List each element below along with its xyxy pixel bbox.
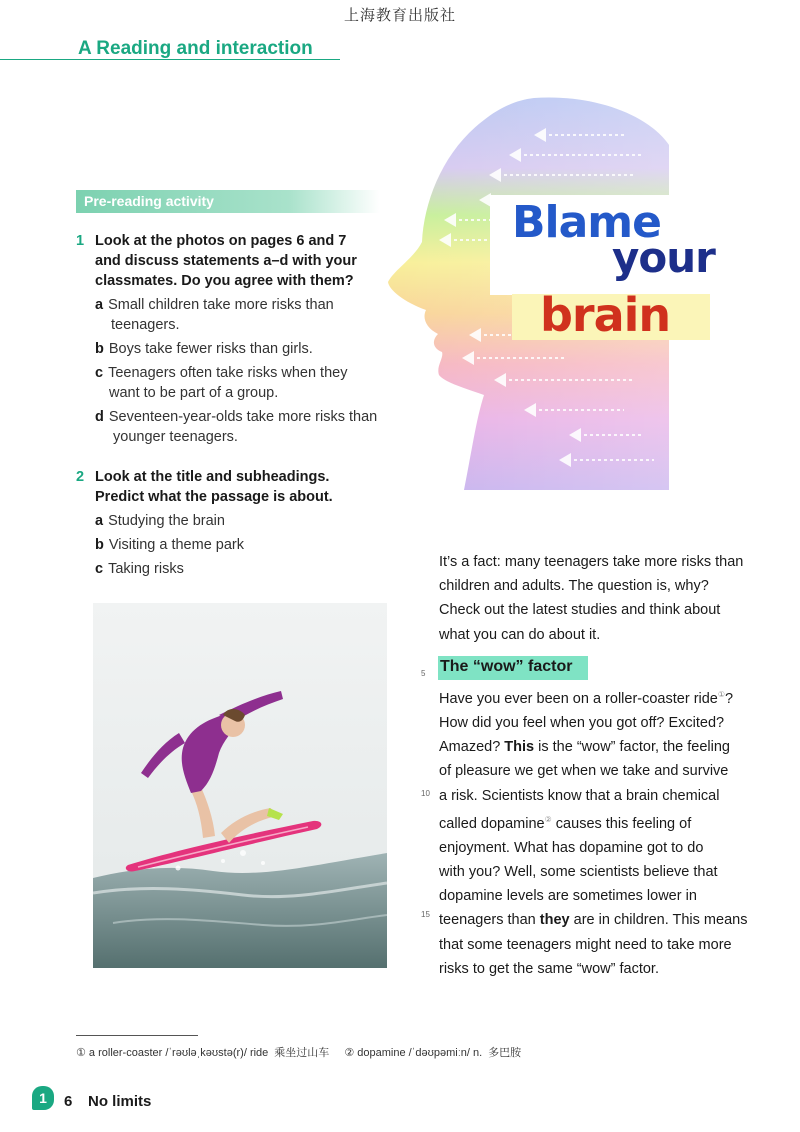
article-line: that some teenagers might need to take more xyxy=(439,936,732,953)
footnote-1-translation: 乘坐过山车 xyxy=(274,1046,330,1059)
article-line: How did you feel when you got off? Excited? xyxy=(439,715,725,732)
article-line: teenagers than they are in children. This means xyxy=(439,912,748,929)
pre-reading-heading xyxy=(76,190,380,213)
option-letter: c xyxy=(95,561,104,577)
footnote-marker: ① xyxy=(717,690,726,699)
option-2a xyxy=(95,511,225,531)
footnote-2-translation: 多巴胺 xyxy=(488,1046,522,1059)
option-letter: a xyxy=(95,297,104,313)
question-1-number: 1 xyxy=(76,233,85,249)
article-line: what you can do about it. xyxy=(439,626,601,643)
option-text: Taking risks xyxy=(108,561,184,577)
option-text: Seventeen-year-olds take more risks than xyxy=(108,409,378,425)
line-number: 5 xyxy=(421,669,426,678)
article-body xyxy=(439,683,769,981)
question-2-text xyxy=(95,467,333,507)
pre-reading-label: Pre-reading activity xyxy=(84,193,214,209)
subheading-wow-factor xyxy=(438,656,588,680)
article-line: of pleasure we get when we take and survive xyxy=(439,763,729,780)
option-2b xyxy=(95,535,244,555)
subheading-text: The “wow” factor xyxy=(440,658,573,675)
question-2-line: Predict what the passage is about. xyxy=(95,489,333,505)
option-1c xyxy=(95,363,347,403)
line-number: 15 xyxy=(421,910,430,919)
unit-badge: 1 xyxy=(32,1086,54,1110)
option-1d xyxy=(95,407,377,447)
footnote-divider xyxy=(76,1035,198,1036)
option-text: younger teenagers. xyxy=(113,429,238,445)
question-1-line: and discuss statements a–d with your xyxy=(95,253,357,269)
footnote-1: ① a roller-coaster /ˈrəʊləˌkəʊstə(r)/ ride xyxy=(76,1047,269,1059)
article-line: It’s a fact: many teenagers take more risks than xyxy=(439,554,744,570)
question-2-number: 2 xyxy=(76,469,85,485)
option-text: Teenagers often take risks when they xyxy=(108,365,348,381)
publisher-name: 上海教育出版社 xyxy=(343,6,456,24)
section-divider xyxy=(0,59,340,60)
question-1-line: classmates. Do you agree with them? xyxy=(95,273,354,289)
article-line: Check out the latest studies and think about xyxy=(439,602,721,619)
option-text: teenagers. xyxy=(111,317,180,333)
article-line: dopamine levels are sometimes lower in xyxy=(439,888,697,905)
article-line: Amazed? This is the “wow” factor, the feeling xyxy=(439,739,730,756)
section-title: A Reading and interaction xyxy=(78,38,313,59)
title-your: your xyxy=(612,233,715,282)
article-line: enjoyment. What has dopamine got to do xyxy=(439,839,704,856)
option-text: Boys take fewer risks than girls. xyxy=(108,341,313,357)
option-text: want to be part of a group. xyxy=(109,385,279,401)
article-line: with you? Well, some scientists believe that xyxy=(439,864,718,881)
article-line: called dopamine② causes this feeling of xyxy=(439,814,692,832)
surfer-photo xyxy=(93,603,387,968)
footnote-marker: ② xyxy=(544,814,552,824)
article-line: risks to get the same “wow” factor. xyxy=(439,960,659,977)
option-letter: c xyxy=(95,365,104,381)
article-intro xyxy=(439,550,769,647)
question-1-text xyxy=(95,231,357,291)
article-line: children and adults. The question is, why? xyxy=(439,578,709,595)
footnote xyxy=(76,1044,521,1060)
option-letter: a xyxy=(95,513,104,529)
option-letter: d xyxy=(95,409,104,425)
option-1a xyxy=(95,295,334,335)
page-number: 6 xyxy=(64,1093,73,1110)
option-2c xyxy=(95,559,184,579)
option-text: Small children take more risks than xyxy=(108,297,334,313)
footnote-2: ② dopamine /ˈdəʊpəmiːn/ n. xyxy=(344,1047,483,1059)
article-line: Have you ever been on a roller-coaster ride①? xyxy=(439,690,734,707)
option-letter: b xyxy=(95,341,104,357)
question-2-line: Look at the title and subheadings. xyxy=(95,469,330,485)
option-text: Studying the brain xyxy=(108,513,225,529)
question-1-line: Look at the photos on pages 6 and 7 xyxy=(95,233,347,249)
line-number: 10 xyxy=(421,789,430,798)
option-text: Visiting a theme park xyxy=(108,537,244,553)
title-brain: brain xyxy=(540,288,671,342)
unit-name: No limits xyxy=(88,1093,152,1110)
option-letter: b xyxy=(95,537,104,553)
option-1b xyxy=(95,339,313,359)
article-line: a risk. Scientists know that a brain chemical xyxy=(439,787,720,804)
title-blame: Blame xyxy=(512,197,661,248)
